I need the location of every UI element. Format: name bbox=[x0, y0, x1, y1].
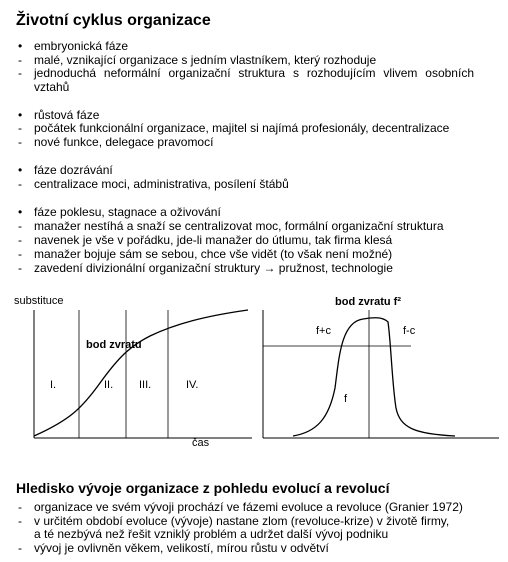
dash-marker: - bbox=[18, 500, 22, 514]
dash-marker: - bbox=[18, 247, 22, 261]
list-item-continuation: a té nezbývá než řešit vzniklý problém a udržet další vývoj podniku bbox=[34, 527, 389, 541]
stage-heading: růstová fáze bbox=[34, 108, 100, 122]
list-item: manažer nestíhá a snaží se centralizovat moc, formální organizační struktura bbox=[34, 219, 444, 233]
dash-marker: - bbox=[18, 53, 22, 67]
inflection-label: bod zvratu bbox=[86, 339, 142, 351]
right-label: f-c bbox=[403, 325, 416, 337]
phase-label: III. bbox=[139, 379, 152, 391]
s-curve bbox=[34, 310, 248, 436]
dash-marker: - bbox=[18, 514, 22, 528]
left-label: f+c bbox=[316, 325, 331, 337]
list-item: centralizace moci, administrativa, posílení štábů bbox=[34, 177, 289, 191]
dash-marker: - bbox=[18, 219, 22, 233]
list-item: nové funkce, delegace pravomocí bbox=[34, 135, 214, 149]
curve-label: f bbox=[344, 393, 348, 405]
list-item: v určitém období evoluce (vývoje) nastane zlom (revoluce-krize) v životě firmy, bbox=[34, 514, 450, 528]
dash-marker: - bbox=[18, 121, 22, 135]
list-item: navenek je vše v pořádku, jde-li manažer do útlumu, tak firma klesá bbox=[34, 233, 393, 247]
stage-heading: fáze poklesu, stagnace a oživování bbox=[34, 205, 221, 219]
list-item: počátek funkcionální organizace, majitel si najímá profesionály, decentralizace bbox=[34, 121, 450, 135]
page-title: Životní cyklus organizace bbox=[16, 12, 211, 29]
x-axis-label: čas bbox=[192, 437, 210, 449]
dash-marker: - bbox=[18, 541, 22, 555]
lifecycle-s-curve-diagram bbox=[0, 288, 260, 463]
stage-heading: embryonická fáze bbox=[34, 39, 129, 53]
dash-marker: - bbox=[18, 66, 22, 80]
phase-label: II. bbox=[104, 379, 114, 391]
list-item: zavedení divizionální organizační struktury → pružnost, technologie bbox=[34, 261, 393, 275]
list-item: manažer bojuje sám se sebou, chce vše vidět (to však není možné) bbox=[34, 247, 393, 261]
inflection-point-diagram bbox=[255, 288, 508, 463]
bullet-marker: • bbox=[18, 39, 23, 53]
dash-marker: - bbox=[18, 177, 22, 191]
bullet-marker: • bbox=[18, 108, 23, 122]
y-axis-label: substituce bbox=[14, 295, 64, 307]
stage-heading: fáze dozrávání bbox=[34, 163, 113, 177]
diagram-title: bod zvratu f² bbox=[335, 296, 401, 308]
bullet-marker: • bbox=[18, 163, 23, 177]
list-item: malé, vznikající organizace s jedním vlastníkem, který rozhoduje bbox=[34, 53, 377, 67]
dash-marker: - bbox=[18, 261, 22, 275]
section-heading: Hledisko vývoje organizace z pohledu evolucí a revolucí bbox=[16, 480, 390, 496]
list-item: vývoj je ovlivněn věkem, velikostí, mírou růstu v odvětví bbox=[34, 541, 329, 555]
list-item: jednoduchá neformální organizační struktura s rozhodujícím vlivem osobních vztahů bbox=[34, 66, 474, 94]
bullet-marker: • bbox=[18, 205, 23, 219]
phase-label: I. bbox=[50, 379, 57, 391]
dash-marker: - bbox=[18, 135, 22, 149]
list-item: organizace ve svém vývoji prochází ve fázemi evoluce a revoluce (Granier 1972) bbox=[34, 500, 463, 514]
phase-label: IV. bbox=[186, 379, 199, 391]
dash-marker: - bbox=[18, 233, 22, 247]
